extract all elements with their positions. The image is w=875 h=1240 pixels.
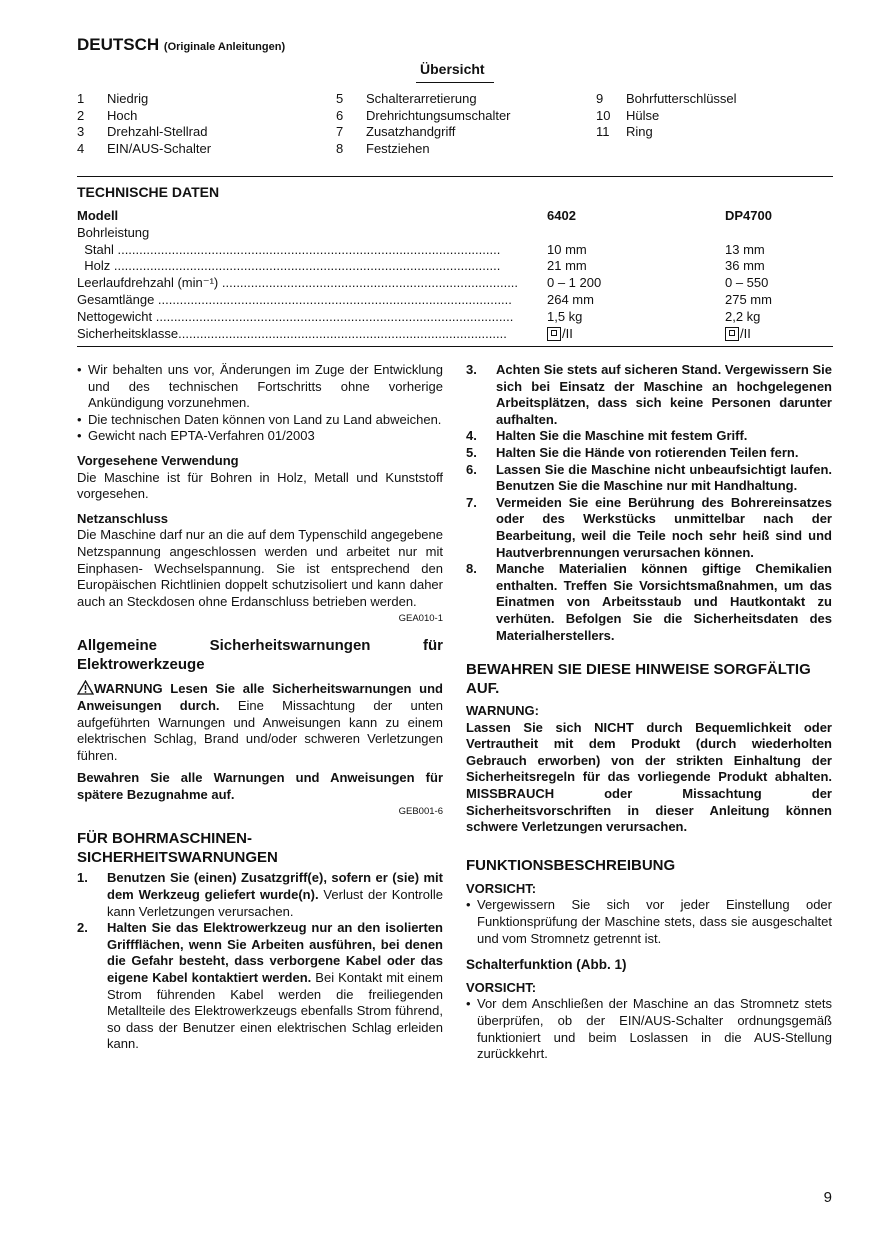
spec-header-row: Modell 6402 DP4700 <box>77 208 772 223</box>
power-text: Die Maschine darf nur an die auf dem Typenschild angegebene Netzspannung angeschlossen werden und arbeitet nur mit Einphasen- Wechselspannung. Sie ist entsprechend den Europäischen Richtlinien doppelt schutzisoliert und kann daher auch an Steckdosen ohne Erdanschluss betrieben werden. <box>77 527 443 609</box>
spec-row: Sicherheitsklasse........................................................................................... /II /II <box>77 325 751 341</box>
double-insulation-icon <box>725 327 739 341</box>
legend-item: 11 Ring <box>596 124 653 140</box>
section-divider <box>77 346 833 347</box>
language-title: DEUTSCH <box>77 35 160 54</box>
right-column <box>466 362 832 1063</box>
list-item: 6. Lassen Sie die Maschine nicht unbeaufsichtigt laufen. Benutzen Sie die Maschine nur mit Handhaltung. <box>466 461 832 494</box>
list-item: • Wir behalten uns vor, Änderungen im Zuge der Entwicklung und des technischen Fortschritts ohne vorherige Ankündigung vorzunehmen. <box>77 362 443 411</box>
power-title: Netzanschluss <box>77 510 169 526</box>
caution-label: VORSICHT: <box>466 979 537 995</box>
keep-title: BEWAHREN SIE DIESE HINWEISE SORGFÄLTIG AUF. <box>466 661 811 698</box>
overview-title: Übersicht <box>420 61 485 77</box>
legend-item: 1 Niedrig <box>77 91 149 106</box>
spec-row: Gesamtlänge .................................................................................................. 264 mm 275 mm <box>77 291 772 307</box>
legend-item: 3 Drehzahl-Stellrad <box>77 124 208 140</box>
spec-row: Holz ........................................................................................................... 21 mm 36 mm <box>77 258 765 274</box>
legend-item: 8 Festziehen <box>336 141 430 157</box>
legend-column-1 <box>77 91 211 158</box>
list-item: • Gewicht nach EPTA-Verfahren 01/2003 <box>77 428 315 444</box>
legend-item: 10 Hülse <box>596 107 660 123</box>
keep-instructions: Bewahren Sie alle Warnungen und Anweisungen für spätere Bezugnahme auf. <box>77 770 443 802</box>
code-ref: GEB001-6 <box>398 806 443 818</box>
list-item: • Vergewissern Sie sich vor jeder Einstellung oder Funktionsprüfung der Maschine stets, dass sie ausgeschaltet und vom Stromnetz getrennt ist. <box>466 897 832 946</box>
intended-use-text: Die Maschine ist für Bohren in Holz, Metall und Kunststoff vorgesehen. <box>77 469 443 502</box>
list-item: • Die technischen Daten können von Land zu Land abweichen. <box>77 411 442 427</box>
legend-item: 2 Hoch <box>77 107 138 123</box>
page-header <box>77 37 285 56</box>
double-insulation-icon <box>547 327 561 341</box>
code-ref: GEA010-1 <box>398 613 443 625</box>
legend-item: 9 Bohrfutterschlüssel <box>596 91 737 106</box>
spec-row: Nettogewicht ................................................................................................... 1,5 kg 2,2 kg <box>77 308 761 324</box>
language-subtitle: (Originale Anleitungen) <box>163 41 286 53</box>
list-item: 4. Halten Sie die Maschine mit festem Griff. <box>466 428 748 444</box>
list-item: • Vor dem Anschließen der Maschine an das Stromnetz stets überprüfen, ob der EIN/AUS-Schalter ordnungsgemäß funktioniert und beim Loslassen in die AUS-Stellung zurückkehrt. <box>466 996 832 1062</box>
spec-row: Stahl .......................................................................................................... 10 mm 13 mm <box>77 241 765 257</box>
warning-text: Lassen Sie sich NICHT durch Bequemlichkeit oder Vertrautheit mit dem Produkt (durch wiederholten Gebrauch erworben) von der strikten Einhaltung der Sicherheitsregeln für das vorliegende Produkt abhalten. MISSBRAUCH oder Missachtung der Sicherheitsvorschriften in dieser Anleitung können schwere Verletzungen verursachen. <box>466 719 832 835</box>
legend-column-2 <box>336 91 511 158</box>
legend-item: 6 Drehrichtungsumschalter <box>336 107 511 123</box>
list-item: 3. Achten Sie stets auf sicheren Stand. Vergewissern Sie sich bei Einsatz der Maschine an hochgelegenen Arbeitsplätzen, dass sich keine Personen darunter aufhalten. <box>466 362 832 427</box>
overview-underline <box>416 82 494 83</box>
function-title: FUNKTIONSBESCHREIBUNG <box>466 856 676 874</box>
general-safety-title: Allgemeine Sicherheitswarnungen für Elektrowerkzeuge <box>77 637 443 674</box>
left-column: • Wir behalten uns vor, Änderungen im Zuge der Entwicklung und des technischen Fortschritts ohne vorherige Ankündigung vorzunehmen. • Die technischen Daten können von Land zu Land abweichen. • Gewicht nach EPTA-Verfahren 01/2003 Vorgesehene Verwendung Die Maschine ist für Bohren in Holz, Metall und Kunststoff vorgesehen. Netzanschluss Die Maschine darf nur an die auf dem Typenschild angegebene Netzspannung angeschlossen werden und arbeitet nur mit Einphasen- Wechselspannung. Sie ist entsprechend den Europäischen Richtlinien doppelt schutzisoliert und kann daher auch an Steckdosen ohne Erdanschluss betrieben werden. GEA010-1 Allgemeine Sicherheitswarnungen für Elektrowerkzeuge WARNUNG Lesen Sie alle Sicherheitswarnungen und Anweisungen durch. Eine Missachtung der unten aufgeführten Warnungen und Anweisungen kann zu einem elektrischen Schlag, Brand und/oder schweren Verletzungen führen. Bewahren Sie alle Warnungen und Anweisungen für spätere Bezugnahme auf. GEB001-6 FÜR BOHRMASCHINEN-SICHERHEITSWARNUNGEN 1. Benutzen Sie (einen) Zusatzgriff(e), sofern er (sie) mit dem Werkzeug geliefert wurde(n). Verlust der Kontrolle kann Verletzungen verursachen. 2. Halten Sie das Elektrowerkzeug nur an den isolierten Griffflächen, wenn Sie Arbeiten ausführen, bei denen die Gefahr besteht, dass verborgene Kabel oder das eigene Kabel kontaktiert werden. Bei Kontakt mit einem Strom führenden Kabel werden die freiliegenden Metallteile des Elektrowerkzeugs ebenfalls Strom führend, so dass der Benutzer einen elektrischen Schlag erleiden kann. <box>77 362 443 1052</box>
spec-table <box>77 208 837 342</box>
switch-title: Schalterfunktion (Abb. 1) <box>466 957 627 973</box>
section-divider <box>77 176 833 177</box>
spec-row: Leerlaufdrehzahl (min⁻¹) .................................................................................. 0 – 1 200 0 – 550 <box>77 275 769 291</box>
spec-row: Bohrleistung <box>77 224 150 240</box>
list-item: 2. Halten Sie das Elektrowerkzeug nur an den isolierten Griffflächen, wenn Sie Arbeiten ausführen, bei denen die Gefahr besteht, dass verborgene Kabel oder das eigene Kabel kontaktiert werden. Bei Kontakt mit einem Strom führenden Kabel werden die freiliegenden Metallteile des Elektrowerkzeugs ebenfalls Strom führend, so dass der Benutzer einen elektrischen Schlag erleiden kann. <box>77 920 443 1052</box>
list-item: 1. Benutzen Sie (einen) Zusatzgriff(e), sofern er (sie) mit dem Werkzeug geliefert wurde(n). Verlust der Kontrolle kann Verletzungen verursachen. <box>77 870 443 919</box>
drill-safety-title: FÜR BOHRMASCHINEN-SICHERHEITSWARNUNGEN <box>77 830 278 867</box>
legend-column-3 <box>596 91 737 141</box>
warning-label: WARNUNG: <box>466 703 539 719</box>
intended-use-title: Vorgesehene Verwendung <box>77 452 239 468</box>
page-number: 9 <box>823 1189 832 1206</box>
list-item: 8. Manche Materialien können giftige Chemikalien enthalten. Treffen Sie Vorsichtsmaßnahmen, um das Einatmen von Arbeitsstaub und Hautkontakt zu verhüten. Befolgen Sie die Sicherheitsdaten des Materialherstellers. <box>466 561 832 643</box>
legend-item: 5 Schalterarretierung <box>336 91 477 106</box>
warning-triangle-icon <box>77 680 94 695</box>
legend-item: 7 Zusatzhandgriff <box>336 124 456 140</box>
caution-label: VORSICHT: <box>466 880 537 896</box>
list-item: 7. Vermeiden Sie eine Berührung des Bohrereinsatzes oder des Werkstücks unmittelbar nach der Bearbeitung, weil die Teile noch sehr heiß sind und Hautverbrennungen verursachen können. <box>466 494 832 560</box>
list-item: 5. Halten Sie die Hände von rotierenden Teilen fern. <box>466 444 799 460</box>
legend-item: 4 EIN/AUS-Schalter <box>77 141 212 157</box>
tech-data-title: TECHNISCHE DATEN <box>77 184 220 200</box>
